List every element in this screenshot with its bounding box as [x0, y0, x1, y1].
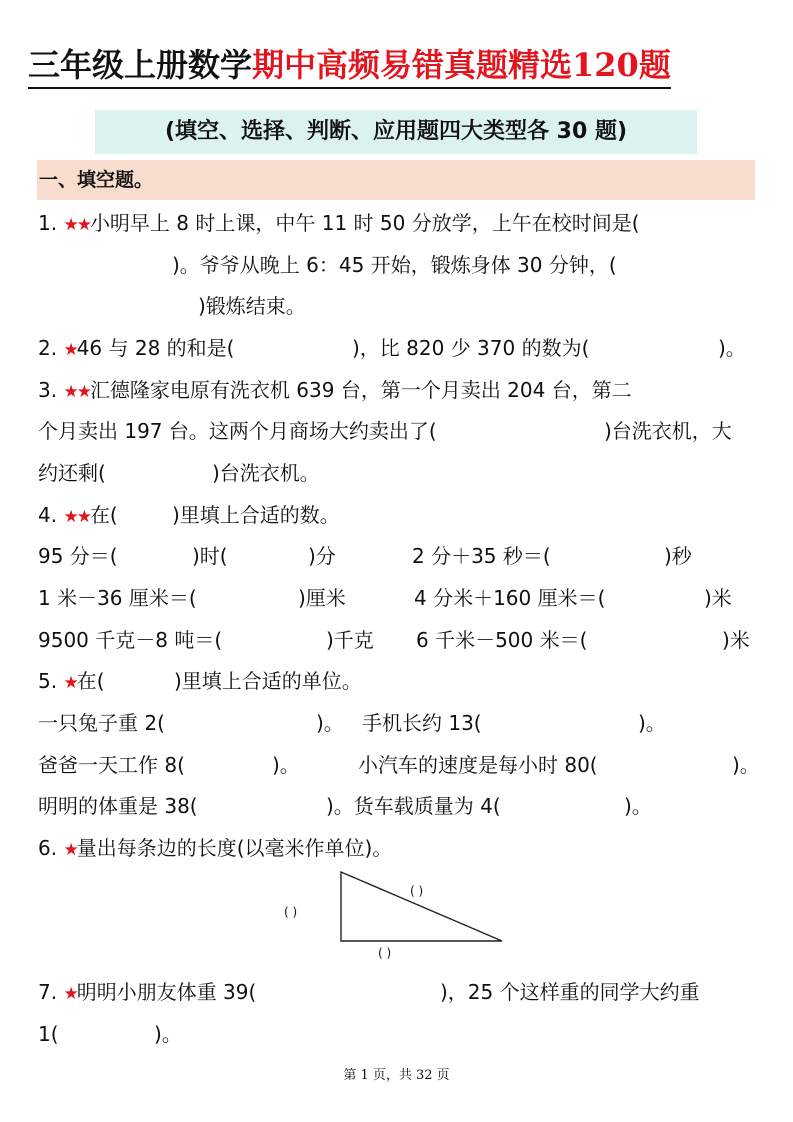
- q4-row3-b: )千克: [326, 628, 374, 652]
- difficulty-stars: ★★: [63, 507, 90, 527]
- q5-row1-a: 一只兔子重 2(: [38, 711, 165, 735]
- q4-row2-c: 4 分米＋160 厘米＝(: [414, 586, 606, 610]
- question-1-line-3: )锻炼结束。: [198, 294, 306, 318]
- q4-row2-d: )米: [704, 586, 732, 610]
- title-black-part: 三年级上册数学: [28, 46, 253, 84]
- q5-row1-d: )。: [638, 711, 666, 735]
- difficulty-stars: ★: [63, 673, 77, 693]
- q4-row1-d: 2 分＋35 秒＝(: [412, 544, 551, 568]
- question-5-intro-end: )里填上合适的单位。: [174, 669, 362, 693]
- question-3-line-2a: 个月卖出 197 台。这两个月商场大约卖出了(: [38, 419, 437, 443]
- question-number: 6.: [38, 836, 58, 860]
- question-1-line-2: )。爷爷从晚上 6：45 开始，锻炼身体 30 分钟，(: [172, 253, 617, 277]
- question-number: 7.: [38, 980, 58, 1004]
- question-number: 5.: [38, 669, 58, 693]
- question-5: [38, 666, 105, 696]
- question-text: 46 与 28 的和是(: [76, 336, 235, 360]
- difficulty-stars: ★★: [63, 382, 90, 402]
- subtitle: (填空、选择、判断、应用题四大类型各 30 题): [164, 119, 628, 144]
- question-text: 汇德隆家电原有洗衣机 639 台，第一个月卖出 204 台，第二: [89, 378, 632, 402]
- q5-row2-d: )。: [732, 753, 760, 777]
- difficulty-stars: ★: [63, 840, 77, 860]
- q4-row2-b: )厘米: [298, 586, 346, 610]
- question-7-line-2a: 1(: [38, 1022, 59, 1046]
- triangle-figure: [330, 866, 510, 950]
- question-7-middle: )，25 个这样重的同学大约重: [440, 980, 700, 1004]
- question-text: 在(: [89, 503, 118, 527]
- question-6: [38, 833, 392, 863]
- q5-row1-c: 手机长约 13(: [362, 711, 482, 735]
- triangle-left-side-label: ( ): [284, 905, 298, 919]
- q5-row3-b: )。货车载质量为 4(: [326, 794, 501, 818]
- question-7-line-2b: )。: [154, 1022, 182, 1046]
- q5-row3-c: )。: [624, 794, 652, 818]
- q5-row2-c: 小汽车的速度是每小时 80(: [358, 753, 598, 777]
- q5-row3-a: 明明的体重是 38(: [38, 794, 198, 818]
- difficulty-stars: ★: [63, 340, 77, 360]
- question-2-start: [38, 333, 234, 363]
- question-text: 小明早上 8 时上课，中午 11 时 50 分放学，上午在校时间是(: [89, 211, 640, 235]
- question-text: 量出每条边的长度(以毫米作单位)。: [76, 836, 393, 860]
- question-3-line-2b: )台洗衣机，大: [604, 419, 732, 443]
- page-title: [28, 44, 671, 89]
- question-text: 在(: [76, 669, 105, 693]
- question-2-end: )。: [718, 336, 746, 360]
- page-footer: 第 1 页，共 32 页: [343, 1068, 450, 1083]
- q4-row1-c: )分: [308, 544, 336, 568]
- q5-row1-b: )。: [316, 711, 344, 735]
- triangle-hypotenuse-label: ( ): [410, 884, 424, 898]
- q4-row3-a: 9500 千克－8 吨＝(: [38, 628, 223, 652]
- question-2-middle: )，比 820 少 370 的数为(: [352, 336, 590, 360]
- q5-row2-a: 爸爸一天工作 8(: [38, 753, 185, 777]
- question-4: [38, 500, 118, 530]
- q4-row1-a: 95 分＝(: [38, 544, 118, 568]
- question-3: [38, 375, 632, 405]
- question-7: [38, 977, 256, 1007]
- q4-row2-a: 1 米－36 厘米＝(: [38, 586, 197, 610]
- right-triangle: [341, 872, 502, 941]
- difficulty-stars: ★★: [63, 215, 90, 235]
- q4-row1-b: )时(: [192, 544, 228, 568]
- question-text: 明明小朋友体重 39(: [76, 980, 257, 1004]
- question-4-intro-end: )里填上合适的数。: [172, 503, 340, 527]
- q4-row1-e: )秒: [664, 544, 692, 568]
- question-number: 3.: [38, 378, 58, 402]
- triangle-bottom-side-label: ( ): [378, 946, 392, 960]
- question-1: [38, 208, 640, 238]
- q5-row2-b: )。: [272, 753, 300, 777]
- question-number: 2.: [38, 336, 58, 360]
- title-red-part: 期中高频易错真题精选120题: [252, 46, 671, 84]
- difficulty-stars: ★: [63, 984, 77, 1004]
- question-3-line-3a: 约还剩(: [38, 461, 106, 485]
- q4-row3-d: )米: [722, 628, 750, 652]
- q4-row3-c: 6 千米－500 米＝(: [416, 628, 588, 652]
- section-title: 一、填空题。: [39, 169, 154, 191]
- question-number: 1.: [38, 211, 58, 235]
- question-number: 4.: [38, 503, 58, 527]
- question-3-line-3b: )台洗衣机。: [212, 461, 320, 485]
